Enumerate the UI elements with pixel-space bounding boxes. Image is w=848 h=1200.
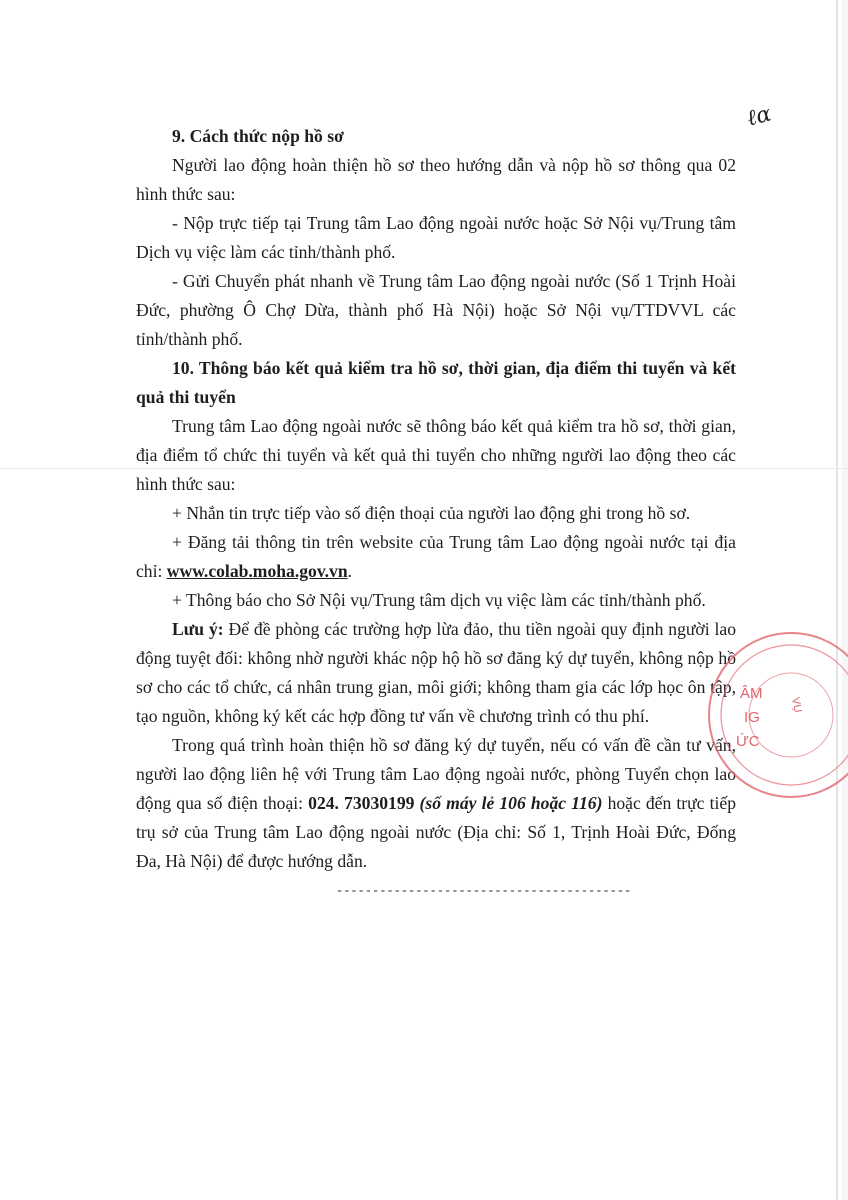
stamp-line-3: ỨC [736,733,760,750]
section-10-intro: Trung tâm Lao động ngoài nước sẽ thông báo kết quả kiểm tra hồ sơ, thời gian, địa điểm tổ chức thi tuyển và kết quả thi tuyển cho những người lao động theo các hình thức sau: [136,416,736,494]
stamp-line-2: IG [744,709,760,726]
official-stamp [706,630,848,800]
note-paragraph [136,615,736,731]
stamp-rim-text: VỤ [789,696,804,714]
handwritten-initials: ℓɑ [744,101,774,132]
contact-paragraph [136,731,736,876]
section-9-heading: 9. Cách thức nộp hồ sơ [172,126,344,146]
section-9-item-2: - Gửi Chuyển phát nhanh về Trung tâm Lao động ngoài nước (Số 1 Trịnh Hoài Đức, phường Ô Chợ Dừa, thành phố Hà Nội) hoặc Sở Nội vụ/TTDVVL các tỉnh/thành phố. [136,271,736,349]
section-9-item-1: - Nộp trực tiếp tại Trung tâm Lao động ngoài nước hoặc Sở Nội vụ/Trung tâm Dịch vụ việc làm các tỉnh/thành phố. [136,213,736,262]
document-body [136,120,736,900]
item-2-suffix: . [347,561,353,581]
section-10-item-2 [136,528,736,586]
contact-text-2: hoặc đến trực tiếp trụ sở của Trung tâm Lao động ngoài nước (Địa chỉ: Số 1, Trịnh Hoài Đức, Đống Đa, Hà Nội) để được hướng dẫn. [136,793,736,871]
end-separator: ----------------------------------------- [336,884,632,898]
item-2-prefix: + Đăng tải thông tin trên website của Trung tâm Lao động ngoài nước tại địa chỉ: [136,532,736,581]
website-link[interactable]: www.colab.moha.gov.vn [166,561,348,581]
note-text: Để đề phòng các trường hợp lừa đảo, thu tiền ngoài quy định người lao động tuyệt đối: không nhờ người khác nộp hộ hồ sơ đăng ký dự tuyển, không nộp hồ sơ cho các tổ chức, cá nhân trung gian, môi giới; không tham gia các lớp học ôn tập, tạo nguồn, không ký kết các hợp đồng tư vấn về chương trình có thu phí. [136,619,736,726]
phone-extension: (số máy lẻ 106 hoặc 116) [414,793,603,813]
section-9-intro: Người lao động hoàn thiện hồ sơ theo hướng dẫn và nộp hồ sơ thông qua 02 hình thức sau: [136,155,736,204]
note-label: Lưu ý: [172,619,224,639]
stamp-line-1: ÂM [740,685,763,702]
phone-number: 024. 73030199 [308,793,415,813]
scan-edge-line [836,0,838,1200]
scan-border [842,0,848,1200]
section-10-heading: 10. Thông báo kết quả kiểm tra hồ sơ, thời gian, địa điểm thi tuyển và kết quả thi tuyển [136,358,736,407]
contact-text-1: Trong quá trình hoàn thiện hồ sơ đăng ký dự tuyển, nếu có vấn đề cần tư vấn, người lao động liên hệ với Trung tâm Lao động ngoài nước, phòng Tuyển chọn lao động qua số điện thoại: [136,735,736,813]
section-10-item-1: + Nhắn tin trực tiếp vào số điện thoại của người lao động ghi trong hồ sơ. [172,503,691,523]
section-10-item-3: + Thông báo cho Sở Nội vụ/Trung tâm dịch vụ việc làm các tỉnh/thành phố. [172,590,706,610]
